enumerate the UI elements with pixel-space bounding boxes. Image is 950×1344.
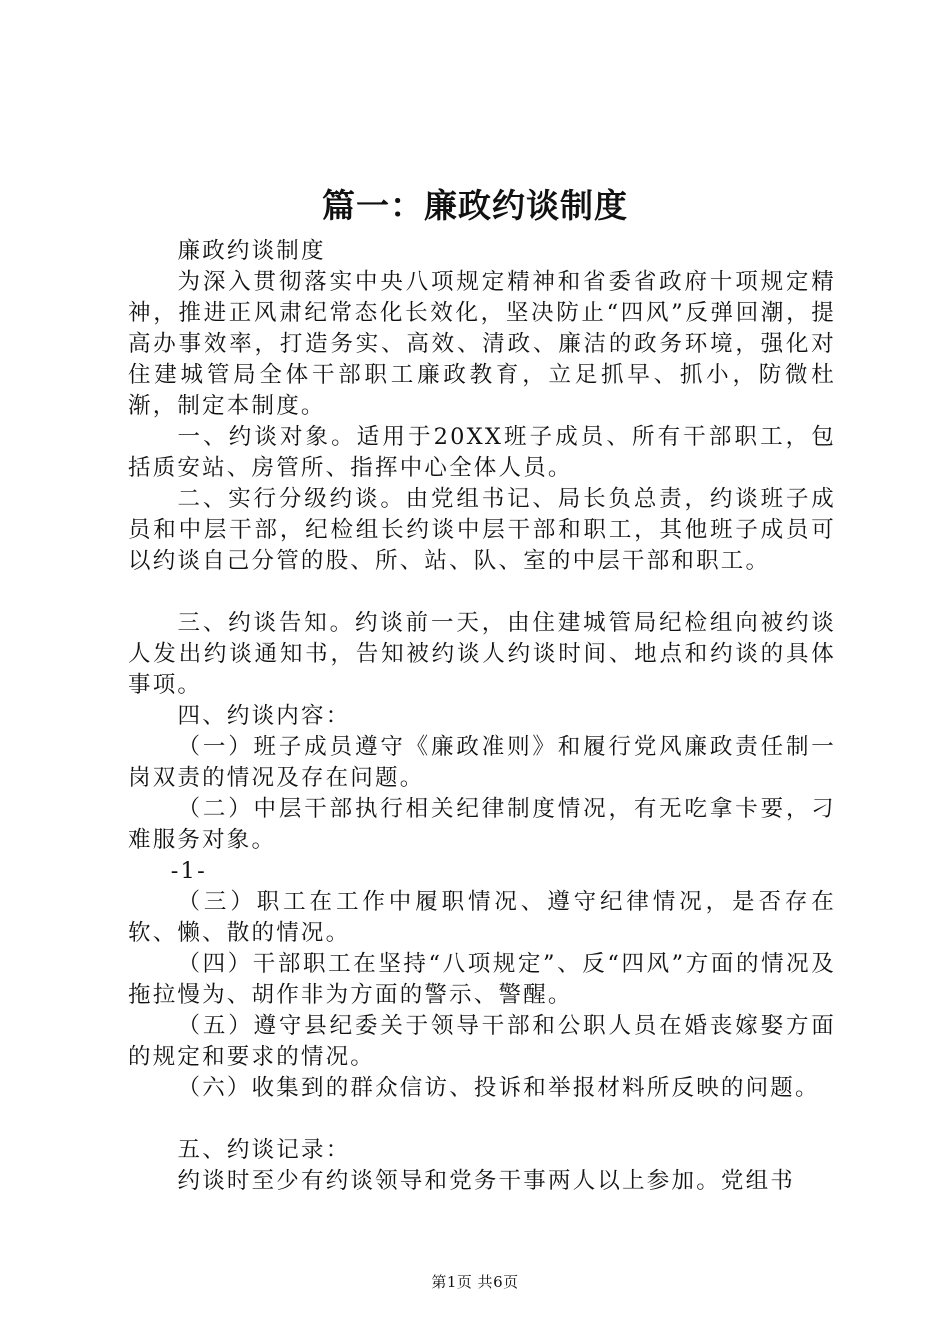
document-title: 篇一：廉政约谈制度 — [322, 186, 628, 225]
section-4-heading: 四、约谈内容： — [177, 703, 351, 729]
intro-paragraph: 为深入贯彻落实中央八项规定精神和省委省政府十项规定精神，推进正风肃纪常态化长效化，坚决防止“四风”反弹回潮，提高办事效率，打造务实、高效、清政、廉洁的政务环境，强化对住建城管局全体干部职工廉政教育，立足抓早、抓小，防微杜渐，制定本制度。 — [128, 269, 836, 419]
item-1-paragraph: （一）班子成员遵守《廉政准则》和履行党风廉政责任制一岗双责的情况及存在问题。 — [128, 734, 836, 791]
inline-page-number: -1- — [170, 858, 207, 884]
item-6-paragraph: （六）收集到的群众信访、投诉和举报材料所反映的问题。 — [177, 1075, 820, 1101]
section-3-paragraph: 三、约谈告知。约谈前一天，由住建城管局纪检组向被约谈人发出约谈通知书，告知被约谈人约谈时间、地点和约谈的具体事项。 — [128, 610, 836, 698]
item-3-paragraph: （三）职工在工作中履职情况、遵守纪律情况，是否存在软、懒、散的情况。 — [128, 889, 836, 946]
page-footer: 第1页 共6页 — [431, 1273, 519, 1291]
section-5-paragraph: 约谈时至少有约谈领导和党务干事两人以上参加。党组书 — [177, 1168, 796, 1194]
item-5-paragraph: （五）遵守县纪委关于领导干部和公职人员在婚丧嫁娶方面的规定和要求的情况。 — [128, 1013, 836, 1070]
section-2-paragraph: 二、实行分级约谈。由党组书记、局长负总责，约谈班子成员和中层干部，纪检组长约谈中层干部和职工，其他班子成员可以约谈自己分管的股、所、站、队、室的中层干部和职工。 — [128, 486, 836, 574]
subtitle-paragraph: 廉政约谈制度 — [177, 238, 326, 264]
section-1-paragraph: 一、约谈对象。适用于20XX班子成员、所有干部职工，包括质安站、房管所、指挥中心全体人员。 — [128, 424, 836, 481]
item-2-paragraph: （二）中层干部执行相关纪律制度情况，有无吃拿卡要，刁难服务对象。 — [128, 796, 836, 853]
section-5-heading: 五、约谈记录： — [177, 1137, 351, 1163]
item-4-paragraph: （四）干部职工在坚持“八项规定”、反“四风”方面的情况及拖拉慢为、胡作非为方面的警示、警醒。 — [128, 951, 836, 1008]
document-body — [128, 236, 836, 1197]
